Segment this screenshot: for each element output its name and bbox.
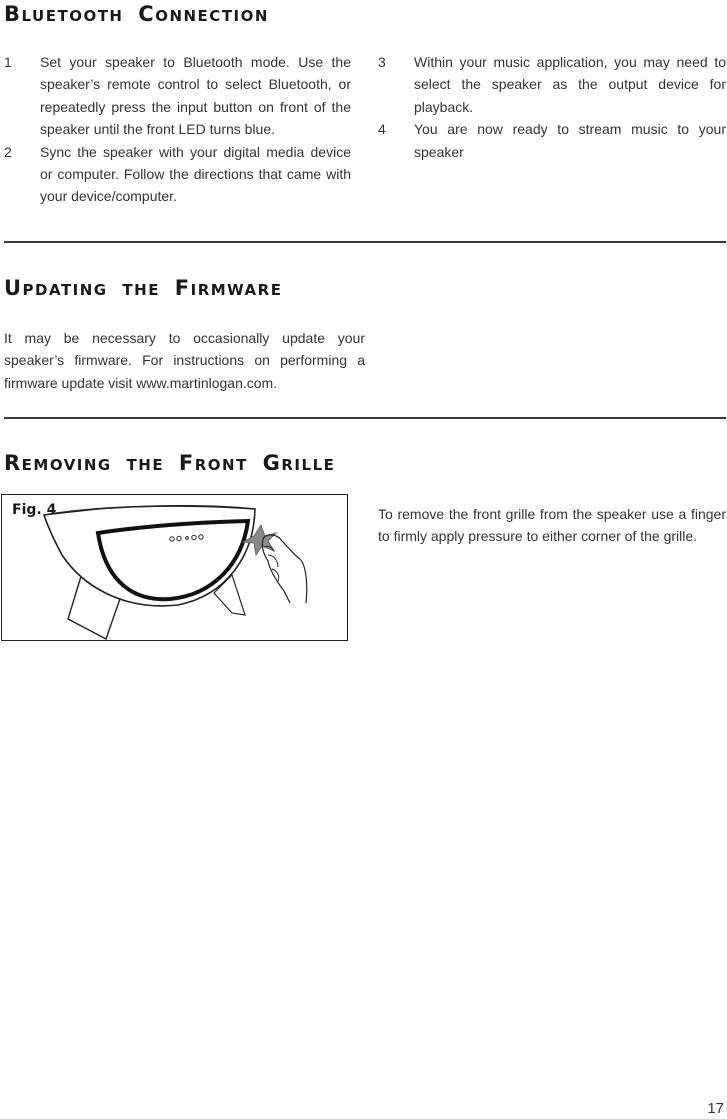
grille-paragraph: To remove the front grille from the speaker use a finger to firmly apply pressure to either corner of the grille. [378,506,726,545]
step-text: You are now ready to stream music to your speaker [414,121,726,160]
section-divider [4,241,726,243]
step-number: 1 [4,54,12,70]
firmware-paragraph: It may be necessary to occasionally update your speaker’s firmware. For instructions on performing a firmware update visit www.martinlogan.com. [4,330,365,391]
step-item [4,51,351,141]
step-text: Set your speaker to Bluetooth mode. Use the speaker’s remote control to select Bluetooth, or repeatedly press the input button on front of the speaker until the front LED turns blue. [40,54,351,138]
step-text: Sync the speaker with your digital media device or computer. Follow the directions that came with your device/computer. [40,143,351,205]
grille-heading: Removing the Front Grille [4,451,336,475]
step-text: Within your music application, you may need to select the speaker as the output device for playback. [414,54,726,115]
bluetooth-steps-left [4,51,351,208]
step-item [4,141,351,208]
page-number: 17 [707,1100,724,1117]
step-number: 4 [378,121,386,138]
bluetooth-steps-right [378,51,726,163]
step-item [378,118,726,163]
figure-4 [1,494,348,641]
step-item [378,51,726,118]
bluetooth-heading: Bluetooth Connection [4,2,269,26]
firmware-heading: Updating the Firmware [4,276,283,300]
step-number: 2 [4,143,12,160]
figure-label: Fig. 4 [12,502,57,518]
step-number: 3 [378,54,386,70]
section-divider [4,417,726,419]
